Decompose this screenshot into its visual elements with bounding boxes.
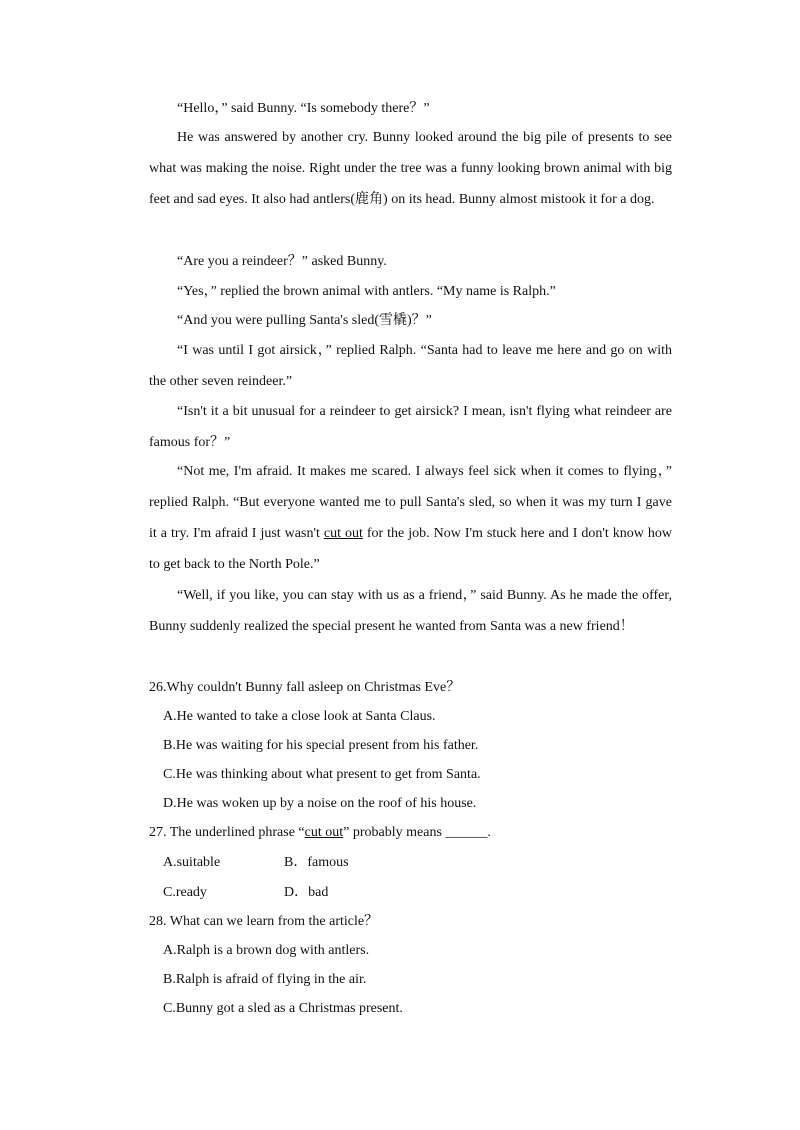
question-27-underlined-phrase: cut out bbox=[304, 825, 344, 840]
story-paragraph-5: “And you were pulling Santa's sled(雪橇)？” bbox=[177, 313, 432, 328]
question-27-stem-b: ” probably means ______. bbox=[343, 825, 491, 840]
question-27-stem-a: 27. The underlined phrase “ bbox=[149, 825, 305, 840]
question-28-option-b: B.Ralph is afraid of flying in the air. bbox=[163, 972, 367, 987]
story-paragraph-1: “Hello，” said Bunny. “Is somebody there？” bbox=[177, 101, 430, 116]
question-28-option-c: C.Bunny got a sled as a Christmas present. bbox=[163, 1001, 403, 1016]
story-paragraph-4: “Yes，” replied the brown animal with antlers. “My name is Ralph.” bbox=[177, 284, 556, 299]
question-26-stem: 26.Why couldn't Bunny fall asleep on Christmas Eve？ bbox=[149, 680, 461, 695]
question-27-option-d: D．bad bbox=[284, 885, 329, 900]
question-28-option-a: A.Ralph is a brown dog with antlers. bbox=[163, 943, 370, 958]
question-26-option-b: B.He was waiting for his special present from his father. bbox=[163, 738, 479, 753]
story-paragraph-8 bbox=[149, 456, 672, 580]
question-26-option-d: D.He was woken up by a noise on the roof of his house. bbox=[163, 796, 477, 811]
story-paragraph-6: “I was until I got airsick，” replied Ralph. “Santa had to leave me here and go on with the other seven reindeer.” bbox=[149, 343, 672, 389]
question-26-option-c: C.He was thinking about what present to get from Santa. bbox=[163, 767, 481, 782]
story-paragraph-7: “Isn't it a bit unusual for a reindeer to get airsick? I mean, isn't flying what reindeer are famous for？” bbox=[149, 404, 672, 450]
question-28-stem: 28. What can we learn from the article？ bbox=[149, 914, 379, 929]
question-27-option-a: A.suitable bbox=[163, 855, 221, 870]
question-27-option-c: C.ready bbox=[163, 885, 207, 900]
question-27-option-b: B．famous bbox=[284, 855, 349, 870]
story-paragraph-2: He was answered by another cry. Bunny looked around the big pile of presents to see what was making the noise. Right under the tree was a funny looking brown animal with big feet and sad eyes. It also had antlers(鹿角) on its head. Bunny almost mistook it for a dog. bbox=[149, 130, 672, 207]
question-27-stem bbox=[149, 823, 491, 843]
paragraph-8-text-b: for the job. Now I'm stuck here and I don't know how to get back to the North Pole.” bbox=[149, 526, 672, 572]
question-26-option-a: A.He wanted to take a close look at Santa Claus. bbox=[163, 709, 436, 724]
story-paragraph-9: “Well, if you like, you can stay with us as a friend，” said Bunny. As he made the offer, Bunny suddenly realized the special present he wanted from Santa was a new friend！ bbox=[149, 588, 672, 634]
underlined-phrase-cut-out: cut out bbox=[323, 526, 363, 541]
story-paragraph-3: “Are you a reindeer？” asked Bunny. bbox=[177, 254, 387, 269]
paragraph-8-text-a: “Not me, I'm afraid. It makes me scared. I always feel sick when it comes to flying，” replied Ralph. “But everyone wanted me to pull Santa's sled, so when it was my turn I gave it a try. I'm afraid I just wasn't bbox=[149, 464, 672, 541]
